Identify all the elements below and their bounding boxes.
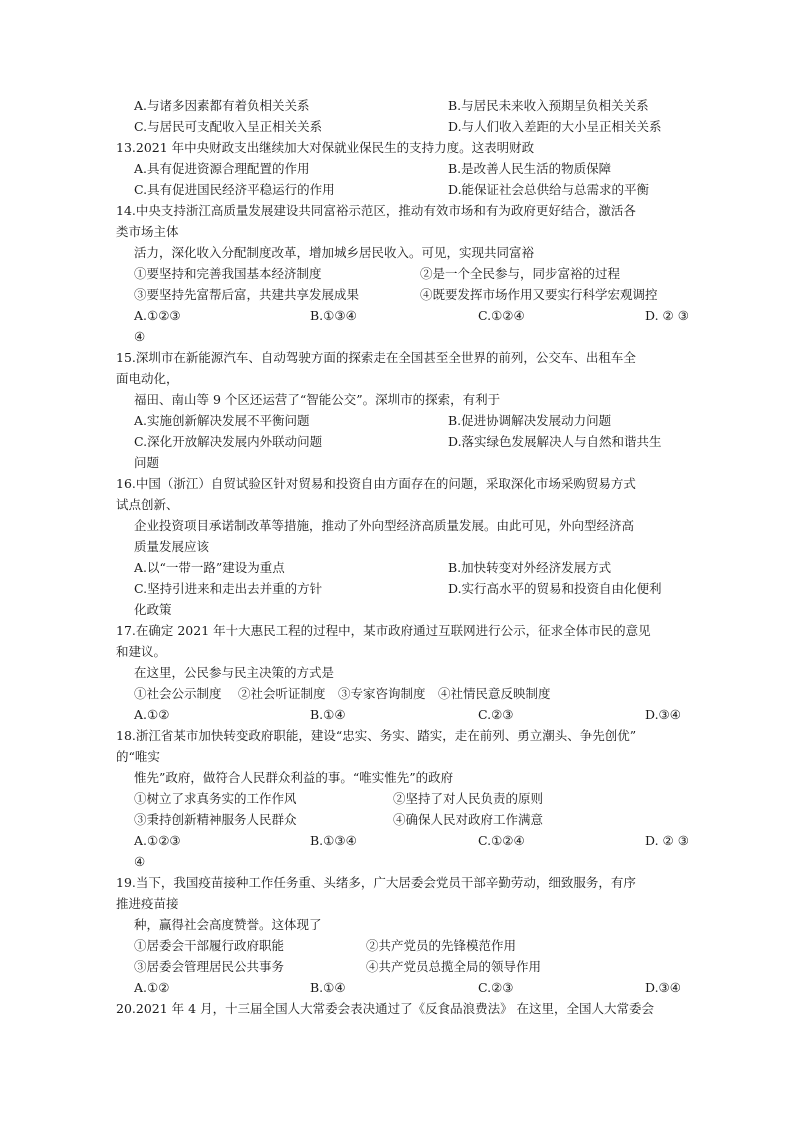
q19-stem-line2: 推进疫苗接 bbox=[116, 896, 179, 911]
q18-option-a: A.①②③ bbox=[134, 833, 181, 848]
q13-option-a: A.具有促进资源合理配置的作用 bbox=[134, 161, 310, 176]
q16-stem-line1: 16.中国（浙江）自贸试验区针对贸易和投资自由方面存在的问题，采取深化市场采购贸易方式 bbox=[116, 476, 636, 491]
q14-stem-line1: 14.中央支持浙江高质量发展建设共同富裕示范区，推动有效市场和有为政府更好结合，激活各 bbox=[116, 203, 636, 218]
q17-stem-line1: 17.在确定 2021 年十大惠民工程的过程中，某市政府通过互联网进行公示，征求全体市民的意见 bbox=[116, 623, 651, 638]
q18-option-c: C.①②④ bbox=[478, 833, 525, 848]
q18-item-3: ③秉持创新精神服务人民群众 bbox=[134, 812, 297, 827]
q16-option-c: C.坚持引进来和走出去并重的方针 bbox=[134, 581, 323, 596]
q15-option-a: A.实施创新解决发展不平衡问题 bbox=[134, 413, 310, 428]
q19-stem-line1: 19.当下，我国疫苗接种工作任务重、头绪多，广大居委会党员干部辛勤劳动，细致服务，有序 bbox=[116, 875, 636, 890]
q17-option-b: B.①④ bbox=[310, 707, 346, 722]
q16-stem-line4: 质量发展应该 bbox=[134, 539, 210, 554]
q16-option-d-wrap: 化政策 bbox=[134, 602, 172, 617]
q18-item-1: ①树立了求真务实的工作作风 bbox=[134, 791, 297, 806]
q19-item-4: ④共产党员总揽全局的领导作用 bbox=[366, 959, 542, 974]
q18-option-b: B.①③④ bbox=[310, 833, 357, 848]
q19-option-b: B.①④ bbox=[310, 980, 346, 995]
q15-stem-line3: 福田、南山等 9 个区还运营了“智能公交”。深圳市的探索，有利于 bbox=[134, 392, 501, 407]
q16-option-a: A.以“一带一路”建设为重点 bbox=[134, 560, 285, 575]
q18-stem-line1: 18.浙江省某市加快转变政府职能，建设“忠实、务实、踏实，走在前列、勇立潮头、争先创优” bbox=[116, 728, 637, 743]
q14-option-d-wrap: ④ bbox=[134, 329, 146, 344]
q18-stem-line2: 的“唯实 bbox=[116, 749, 160, 764]
q13-option-d: D.能保证社会总供给与总需求的平衡 bbox=[448, 182, 650, 197]
q17-option-a: A.①② bbox=[134, 707, 170, 722]
q15-option-d: D.落实绿色发展解决人与自然和谐共生 bbox=[448, 434, 662, 449]
q19-item-2: ②共产党员的先锋模范作用 bbox=[366, 938, 517, 953]
q18-option-d: D. ② ③ bbox=[645, 833, 689, 848]
q16-option-b: B.加快转变对外经济发展方式 bbox=[448, 560, 612, 575]
q15-option-d-wrap: 问题 bbox=[134, 455, 160, 470]
q19-option-d: D.③④ bbox=[645, 980, 681, 995]
q19-option-a: A.①② bbox=[134, 980, 170, 995]
q15-stem-line1: 15.深圳市在新能源汽车、自动驾驶方面的探索走在全国甚至全世界的前列，公交车、出租车全 bbox=[116, 350, 636, 365]
q14-item-1: ①要坚持和完善我国基本经济制度 bbox=[134, 266, 322, 281]
q19-option-c: C.②③ bbox=[478, 980, 514, 995]
q14-option-b: B.①③④ bbox=[310, 308, 357, 323]
q18-item-2: ②坚持了对人民负责的原则 bbox=[393, 791, 544, 806]
q15-option-b: B.促进协调解决发展动力问题 bbox=[448, 413, 612, 428]
q17-stem-line2: 和建议。 bbox=[116, 644, 167, 659]
q18-stem-line3: 惟先”政府，做符合人民群众利益的事。“唯实惟先”的政府 bbox=[134, 770, 454, 785]
q14-option-a: A.①②③ bbox=[134, 308, 181, 323]
q12-option-b: B.与居民未来收入预期呈负相关关系 bbox=[448, 98, 649, 113]
q15-option-c: C.深化开放解决发展内外联动问题 bbox=[134, 434, 323, 449]
q17-stem-line3: 在这里，公民参与民主决策的方式是 bbox=[134, 665, 335, 680]
q13-option-c: C.具有促进国民经济平稳运行的作用 bbox=[134, 182, 335, 197]
q16-option-d: D.实行高水平的贸易和投资自由化便利 bbox=[448, 581, 662, 596]
q18-option-d-wrap: ④ bbox=[134, 854, 146, 869]
q20-stem-line1: 20.2021 年 4 月，十三届全国人大常委会表决通过了《反食品浪费法》 在这里，全国人大常委会 bbox=[116, 1001, 655, 1016]
q14-item-2: ②是一个全民参与，同步富裕的过程 bbox=[420, 266, 621, 281]
q14-option-c: C.①②④ bbox=[478, 308, 525, 323]
q19-stem-line3: 种，赢得社会高度赞誉。这体现了 bbox=[134, 917, 322, 932]
q14-item-3: ③要坚持先富帮后富，共建共享发展成果 bbox=[134, 287, 360, 302]
q15-stem-line2: 面电动化， bbox=[116, 371, 179, 386]
q19-item-3: ③居委会管理居民公共事务 bbox=[134, 959, 285, 974]
q17-option-d: D.③④ bbox=[645, 707, 681, 722]
q12-option-d: D.与人们收入差距的大小呈正相关关系 bbox=[448, 119, 662, 134]
q14-item-4: ④既要发挥市场作用又要实行科学宏观调控 bbox=[420, 287, 658, 302]
q14-stem-line3: 活力，深化收入分配制度改革，增加城乡居民收入。可见，实现共同富裕 bbox=[134, 245, 535, 260]
q18-item-4: ④确保人民对政府工作满意 bbox=[393, 812, 544, 827]
q12-option-a: A.与诸多因素都有着负相关关系 bbox=[134, 98, 310, 113]
q19-item-1: ①居委会干部履行政府职能 bbox=[134, 938, 285, 953]
q12-option-c: C.与居民可支配收入呈正相关关系 bbox=[134, 119, 323, 134]
q14-stem-line2: 类市场主体 bbox=[116, 224, 179, 239]
q13-option-b: B.是改善人民生活的物质保障 bbox=[448, 161, 612, 176]
q17-items: ①社会公示制度 ②社会听证制度 ③专家咨询制度 ④社情民意反映制度 bbox=[134, 686, 551, 701]
q14-option-d: D. ② ③ bbox=[645, 308, 689, 323]
q17-option-c: C.②③ bbox=[478, 707, 514, 722]
q16-stem-line3: 企业投资项目承诺制改革等措施，推动了外向型经济高质量发展。由此可见，外向型经济高 bbox=[134, 518, 635, 533]
q13-stem: 13.2021 年中央财政支出继续加大对保就业保民生的支持力度。这表明财政 bbox=[116, 140, 535, 155]
q16-stem-line2: 试点创新、 bbox=[116, 497, 179, 512]
